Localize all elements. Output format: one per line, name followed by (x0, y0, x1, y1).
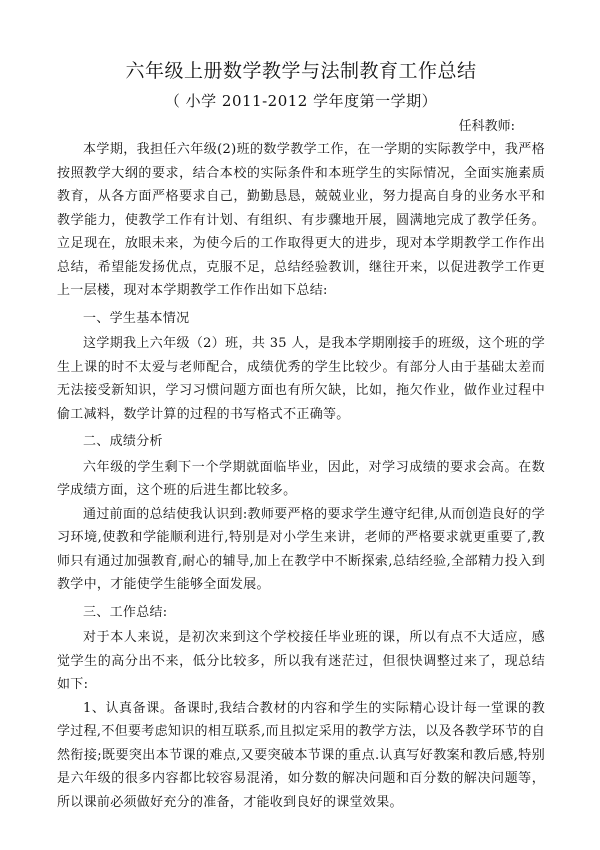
document-title: 六年级上册数学教学与法制教育工作总结 (125, 60, 477, 82)
document-subtitle: （ 小学 2011-2012 学年度第一学期） (164, 92, 438, 110)
intro-paragraph: 本学期，我担任六年级(2)班的数学教学工作，在一学期的实际教学中，我严格按照教学大纲的要求，结合本校的实际条件和本班学生的实际情况，全面实施素质教育，从各方面严格要求自己，勤勤恳恳，兢兢业业，努力提高自身的业务水平和教学能力，使教学工作有计划、有组织、有步骤地开展，圆满地完成了教学任务。立足现在，放眼未来，为使今后的工作取得更大的进步，现对本学期教学工作作出总结，希望能发扬优点，克服不足，总结经验教训，继往开来，以促进教学工作更上一层楼，现对本学期教学工作作出如下总结: (57, 142, 545, 298)
section-heading-students: 一、学生基本情况 (83, 310, 190, 326)
author-line: 任科教师: (458, 119, 515, 134)
grades-paragraph-2: 通过前面的总结使我认识到:教师要严格的要求学生遵守纪律,从而创造良好的学习环境,使教和学能顺利进行,特别是对小学生来讲，老师的严格要求就更重要了,教师只有通过加强教育,耐心的辅导,加上在教学中不断探索,总结经验,全部精力投入到教学中，才能使学生能够全面发展。 (57, 506, 545, 592)
students-paragraph: 这学期我上六年级（2）班，共 35 人，是我本学期刚接手的班级，这个班的学生上课的时不太爱与老师配合，成绩优秀的学生比较少。有部分人由于基础太差而无法接受新知识，学习习惯问题方面也有所欠缺，比如，拖欠作业，做作业过程中偷工减料，数学计算的过程的书写格式不正确等。 (57, 336, 545, 422)
section-heading-grades: 二、成绩分析 (83, 434, 163, 449)
work-summary-paragraph: 对于本人来说，是初次来到这个学校接任毕业班的课，所以有点不大适应，感觉学生的高分出不来，低分比较多，所以我有迷茫过，但很快调整过来了，现总结如下: (57, 630, 545, 692)
grades-paragraph-1: 六年级的学生剩下一个学期就面临毕业，因此，对学习成绩的要求会高。在数学成绩方面，这个班的后进生都比较多。 (57, 459, 545, 498)
section-heading-work-summary: 三、工作总结: (83, 604, 168, 620)
lesson-prep-paragraph: 1、认真备课。备课时,我结合教材的内容和学生的实际精心设计每一堂课的教学过程,不但要考虑知识的相互联系,而且拟定采用的教学方法，以及各教学环节的自然衔接;既要突出本节课的难点,又要突破本节课的重点.认真写好教案和教后感,特别是六年级的很多内容都比较容易混淆，如分数的解决问题和百分数的解决问题等，所以课前必须做好充分的准备，才能收到良好的课堂效果。 (57, 700, 545, 810)
